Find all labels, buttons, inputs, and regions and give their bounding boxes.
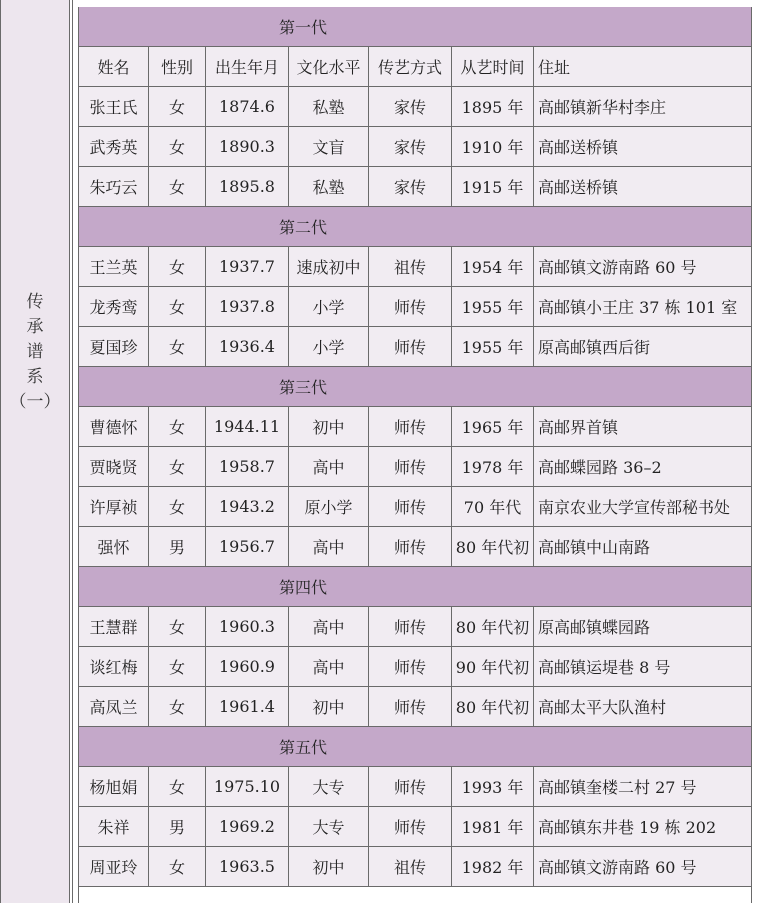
table-cell: 武秀英 — [79, 127, 149, 166]
table-cell: 强怀 — [79, 527, 149, 566]
table-cell: 男 — [149, 527, 206, 566]
table-cell: 高中 — [289, 607, 369, 646]
table-cell: 祖传 — [369, 247, 452, 286]
table-cell: 大专 — [289, 807, 369, 846]
table-cell: 1895 年 — [452, 87, 534, 126]
side-label-char: 承 — [26, 317, 44, 337]
top-margin — [78, 0, 752, 7]
table-cell: 初中 — [289, 847, 369, 886]
table-cell: 原高邮镇蝶园路 — [538, 618, 651, 637]
column-header-row — [79, 47, 751, 87]
table-cell: 初中 — [289, 407, 369, 446]
table-cell: 高中 — [289, 527, 369, 566]
table-cell: 小学 — [289, 327, 369, 366]
divider — [72, 0, 75, 903]
generation-title: 第四代 — [279, 578, 328, 597]
side-label-char: 传 — [26, 292, 44, 312]
table-cell: 初中 — [289, 687, 369, 726]
table-cell: 高邮镇东井巷 19 栋 202 — [538, 818, 717, 837]
table-cell: 高邮镇小王庄 37 栋 101 室 — [538, 298, 738, 317]
column-header: 出生年月 — [206, 47, 289, 86]
table-cell: 原高邮镇西后街 — [538, 338, 651, 357]
table-row — [79, 167, 751, 207]
table-cell: 女 — [149, 287, 206, 326]
table-cell: 1969.2 — [206, 807, 289, 846]
generation-header — [79, 207, 751, 247]
generation-header — [79, 727, 751, 767]
table-cell: 女 — [149, 447, 206, 486]
table-cell: 90 年代初 — [452, 647, 534, 686]
lineage-table — [78, 0, 752, 903]
table-cell: 1895.8 — [206, 167, 289, 206]
table-cell: 1874.6 — [206, 87, 289, 126]
table-row — [79, 847, 751, 887]
table-cell: 1963.5 — [206, 847, 289, 886]
table-cell: 师传 — [369, 327, 452, 366]
table-cell: 1937.8 — [206, 287, 289, 326]
table-cell: 师传 — [369, 767, 452, 806]
table-cell: 1915 年 — [452, 167, 534, 206]
table-cell: 高邮镇新华村李庄 — [538, 98, 667, 117]
generation-title: 第五代 — [279, 738, 328, 757]
table-cell: 女 — [149, 127, 206, 166]
table-cell: 高邮太平大队渔村 — [538, 698, 667, 717]
table-cell: 80 年代初 — [452, 607, 534, 646]
table-cell: 1975.10 — [206, 767, 289, 806]
table-cell: 女 — [149, 407, 206, 446]
table-cell: 朱祥 — [79, 807, 149, 846]
table-cell: 师传 — [369, 527, 452, 566]
table-cell: 速成初中 — [289, 247, 369, 286]
table-cell: 1981 年 — [452, 807, 534, 846]
table-row — [79, 247, 751, 287]
table-cell: 南京农业大学宣传部秘书处 — [538, 498, 731, 517]
table-cell: 原小学 — [289, 487, 369, 526]
table-cell: 1978 年 — [452, 447, 534, 486]
table-cell: 高邮蝶园路 36–2 — [538, 458, 662, 477]
table-cell: 高中 — [289, 447, 369, 486]
table-cell: 女 — [149, 247, 206, 286]
column-header: 姓名 — [79, 47, 149, 86]
table-cell: 祖传 — [369, 847, 452, 886]
table-row — [79, 767, 751, 807]
table-row — [79, 87, 751, 127]
table-cell: 1955 年 — [452, 287, 534, 326]
table-row — [79, 447, 751, 487]
table-cell: 高邮送桥镇 — [538, 138, 619, 157]
table-cell: 高邮镇中山南路 — [538, 538, 651, 557]
table-cell: 1943.2 — [206, 487, 289, 526]
table-row — [79, 127, 751, 167]
table-cell: 1956.7 — [206, 527, 289, 566]
table-cell: 高邮镇运堤巷 8 号 — [538, 658, 671, 677]
table-cell: 1993 年 — [452, 767, 534, 806]
table-cell: 谈红梅 — [79, 647, 149, 686]
table-cell: 1965 年 — [452, 407, 534, 446]
table-cell: 贾晓贤 — [79, 447, 149, 486]
table-cell: 高邮镇奎楼二村 27 号 — [538, 778, 697, 797]
table-cell: 夏国珍 — [79, 327, 149, 366]
table-cell: 1944.11 — [206, 407, 289, 446]
table-cell: 女 — [149, 607, 206, 646]
table-cell: 师传 — [369, 487, 452, 526]
side-label-char: 谱 — [26, 342, 44, 362]
table-cell: 高邮送桥镇 — [538, 178, 619, 197]
table-cell: 1890.3 — [206, 127, 289, 166]
table-cell: 家传 — [369, 167, 452, 206]
table-cell: 王慧群 — [79, 607, 149, 646]
generation-title: 第二代 — [279, 218, 328, 237]
table-cell: 曹德怀 — [79, 407, 149, 446]
table-cell: 高凤兰 — [79, 687, 149, 726]
table-cell: 1936.4 — [206, 327, 289, 366]
table-cell: 1954 年 — [452, 247, 534, 286]
table-cell: 师传 — [369, 807, 452, 846]
table-row — [79, 327, 751, 367]
generation-header — [79, 367, 751, 407]
table-cell: 1910 年 — [452, 127, 534, 166]
table-cell: 师传 — [369, 407, 452, 446]
table-cell: 私塾 — [289, 87, 369, 126]
table-row — [79, 807, 751, 847]
table-cell: 高邮镇文游南路 60 号 — [538, 258, 697, 277]
table-cell: 家传 — [369, 87, 452, 126]
table-cell: 1955 年 — [452, 327, 534, 366]
table-cell: 周亚玲 — [79, 847, 149, 886]
table-cell: 王兰英 — [79, 247, 149, 286]
generation-header — [79, 567, 751, 607]
column-header: 住址 — [538, 58, 571, 77]
column-header: 从艺时间 — [452, 47, 534, 86]
table-cell: 1961.4 — [206, 687, 289, 726]
table-cell: 张王氏 — [79, 87, 149, 126]
table-cell: 女 — [149, 847, 206, 886]
table-cell: 女 — [149, 687, 206, 726]
table-cell: 70 年代 — [452, 487, 534, 526]
column-header: 文化水平 — [289, 47, 369, 86]
table-cell: 80 年代初 — [452, 687, 534, 726]
column-header: 传艺方式 — [369, 47, 452, 86]
table-cell: 女 — [149, 87, 206, 126]
side-label-char: （一） — [9, 392, 61, 412]
table-cell: 小学 — [289, 287, 369, 326]
table-cell: 师传 — [369, 447, 452, 486]
column-header: 性别 — [149, 47, 206, 86]
table-cell: 高邮界首镇 — [538, 418, 619, 437]
table-cell: 女 — [149, 647, 206, 686]
table-cell: 高中 — [289, 647, 369, 686]
table-cell: 师传 — [369, 687, 452, 726]
table-cell: 许厚祯 — [79, 487, 149, 526]
table-row — [79, 287, 751, 327]
table-cell: 1960.3 — [206, 607, 289, 646]
table-cell: 杨旭娟 — [79, 767, 149, 806]
table-cell: 1982 年 — [452, 847, 534, 886]
table-row — [79, 487, 751, 527]
table-cell: 女 — [149, 167, 206, 206]
table-cell: 男 — [149, 807, 206, 846]
table-cell: 高邮镇文游南路 60 号 — [538, 858, 697, 877]
table-row — [79, 407, 751, 447]
table-cell: 女 — [149, 327, 206, 366]
table-cell: 文盲 — [289, 127, 369, 166]
table-row — [79, 607, 751, 647]
table-cell: 家传 — [369, 127, 452, 166]
table-cell: 师传 — [369, 607, 452, 646]
generation-title: 第三代 — [279, 378, 328, 397]
side-panel — [0, 0, 70, 903]
table-cell: 80 年代初 — [452, 527, 534, 566]
table-cell: 大专 — [289, 767, 369, 806]
table-row — [79, 687, 751, 727]
generation-title: 第一代 — [279, 18, 328, 37]
side-label-char: 系 — [26, 367, 44, 387]
table-cell: 女 — [149, 767, 206, 806]
table-cell: 女 — [149, 487, 206, 526]
table-cell: 私塾 — [289, 167, 369, 206]
table-cell: 1937.7 — [206, 247, 289, 286]
table-cell: 师传 — [369, 647, 452, 686]
table-cell: 龙秀鸾 — [79, 287, 149, 326]
table-cell: 1958.7 — [206, 447, 289, 486]
table-cell: 1960.9 — [206, 647, 289, 686]
table-row — [79, 527, 751, 567]
generation-header — [79, 7, 751, 47]
table-cell: 师传 — [369, 287, 452, 326]
side-label — [1, 290, 69, 415]
table-cell: 朱巧云 — [79, 167, 149, 206]
table-row — [79, 647, 751, 687]
